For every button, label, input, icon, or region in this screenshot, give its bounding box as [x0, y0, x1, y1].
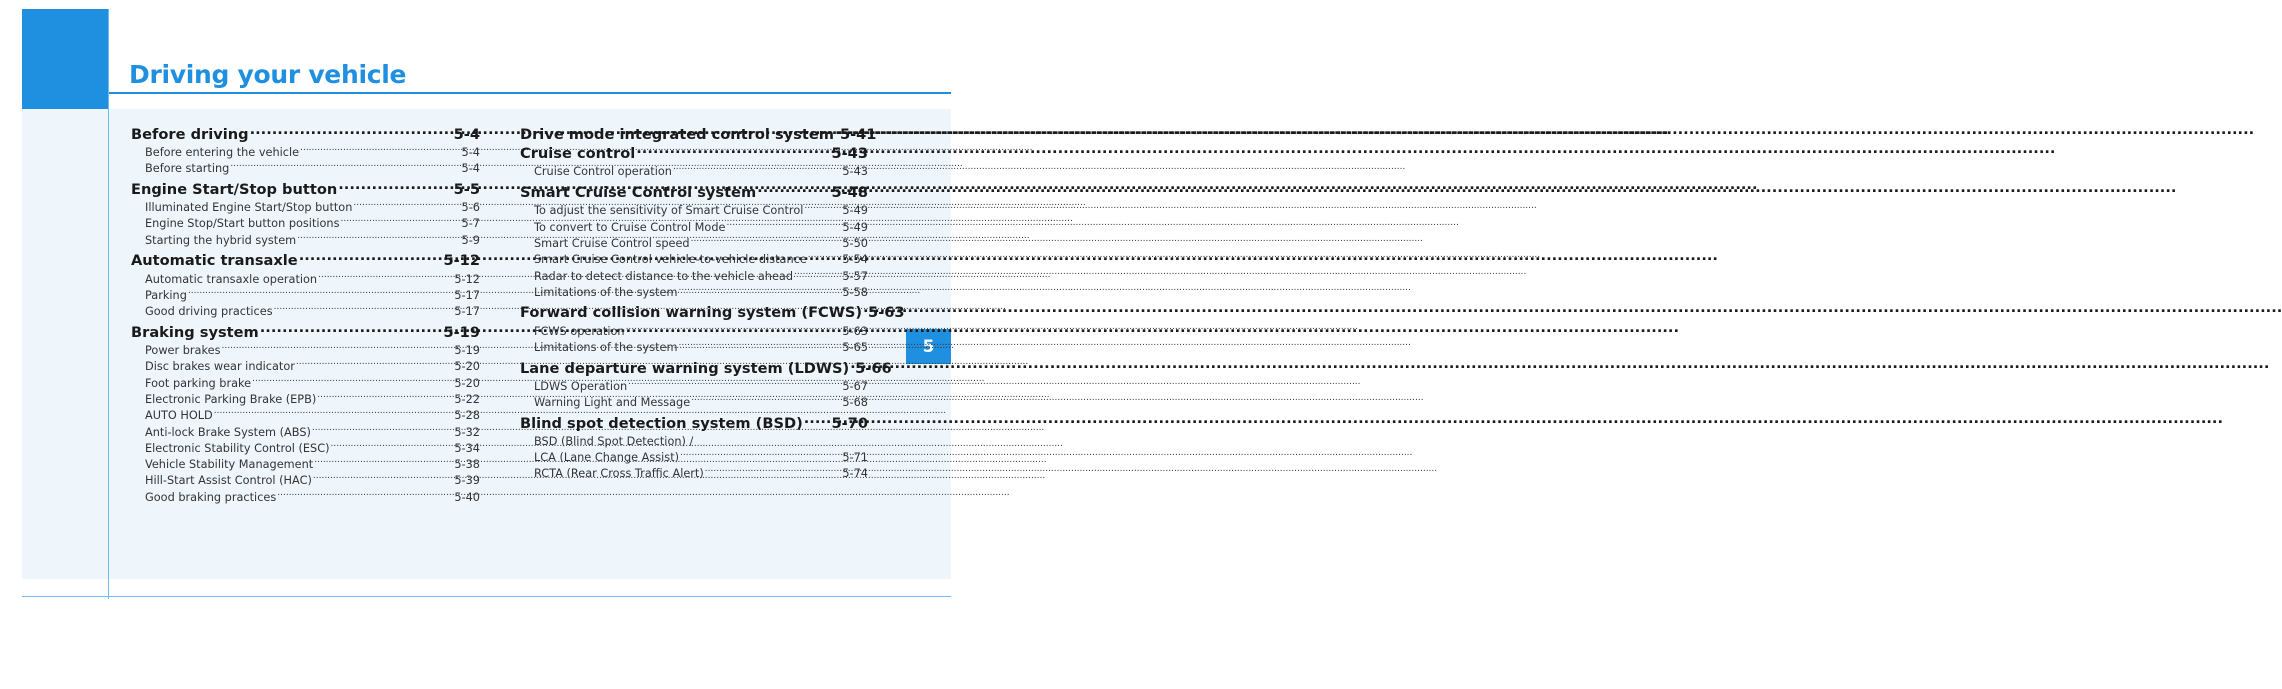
toc-leader-dots: [313, 473, 453, 484]
toc-label: Smart Cruise Control system: [520, 184, 757, 202]
toc-label: Cruise Control operation: [534, 165, 672, 179]
toc-subentry[interactable]: [520, 285, 868, 301]
toc-page-number: 5-9: [461, 233, 480, 247]
toc-label: Electronic Stability Control (ESC): [145, 441, 330, 455]
toc-leader-dots: [296, 359, 453, 370]
toc-label: Starting the hybrid system: [145, 233, 297, 247]
page-title: Driving your vehicle: [129, 60, 407, 89]
toc-label: Radar to detect distance to the vehicle ahead: [534, 269, 793, 283]
toc-page-number: 5-58: [842, 285, 868, 299]
toc-label: Engine Start/Stop button: [131, 180, 338, 198]
toc-page-number: 5-49: [842, 204, 868, 218]
toc-label: Illuminated Engine Start/Stop button: [145, 201, 353, 215]
toc-page-number: 5-19: [443, 323, 480, 341]
toc-leader-dots: [691, 236, 842, 247]
toc-label: BSD (Blind Spot Detection) /: [534, 434, 694, 448]
toc-page-number: 5-4: [461, 145, 480, 159]
toc-page-number: 5-41: [839, 125, 877, 143]
toc-page-number: 5-5: [453, 180, 480, 198]
toc-leader-dots: [691, 395, 841, 406]
toc-label: Before starting: [145, 162, 230, 176]
toc-label: Before driving: [131, 125, 249, 143]
toc-label: Disc brakes wear indicator: [145, 360, 295, 374]
toc-page-number: 5-39: [454, 474, 480, 488]
toc-section-entry[interactable]: [520, 413, 868, 433]
toc-page-number: 5-71: [842, 451, 868, 465]
toc-label: Warning Light and Message: [534, 396, 691, 410]
toc-page-number: 5-32: [454, 425, 480, 439]
toc-label: Automatic transaxle: [131, 252, 298, 270]
header-rule: [109, 92, 951, 94]
left-margin-rule: [108, 9, 109, 599]
toc-page-number: 5-48: [831, 184, 868, 202]
toc-leader-dots: [850, 358, 854, 373]
toc-leader-dots: [260, 322, 443, 337]
toc-leader-dots: [794, 268, 841, 279]
toc-leader-dots: [808, 252, 842, 263]
toc-leader-dots: [221, 343, 453, 354]
toc-leader-dots: [340, 216, 460, 227]
toc-leader-dots: [331, 441, 454, 452]
toc-label: Cruise control: [520, 145, 636, 163]
chapter-number: 5: [922, 336, 935, 357]
toc-page-number: 5-74: [842, 467, 868, 481]
toc-page-number: 5-54: [842, 253, 868, 267]
toc-label: AUTO HOLD: [145, 409, 213, 423]
toc-label: LDWS Operation: [534, 379, 628, 393]
toc-leader-dots: [626, 323, 842, 334]
toc-label: To convert to Cruise Control Mode: [534, 220, 726, 234]
toc-label: Braking system: [131, 323, 259, 341]
toc-page-number: 5-4: [461, 162, 480, 176]
toc-page-number: 5-38: [454, 458, 480, 472]
toc-label: Electronic Parking Brake (EPB): [145, 392, 317, 406]
toc-leader-dots: [312, 424, 453, 435]
toc-label: To adjust the sensitivity of Smart Cruise Control: [534, 204, 804, 218]
toc-label: Blind spot detection system (BSD): [520, 414, 803, 432]
toc-leader-dots: [252, 375, 453, 386]
toc-leader-dots: [679, 285, 842, 296]
toc-page-number: 5-7: [461, 217, 480, 231]
toc-label: Smart Cruise Control vehicle-to-vehicle distance: [534, 253, 807, 267]
toc-label: RCTA (Rear Cross Traffic Alert): [534, 467, 704, 481]
bottom-rule: [22, 596, 951, 597]
toc-subentry[interactable]: [520, 466, 868, 482]
toc-label: Parking: [145, 288, 187, 302]
toc-leader-dots: [680, 450, 841, 461]
toc-page-number: 5-66: [855, 359, 892, 377]
toc-leader-dots: [250, 124, 453, 139]
toc-leader-dots: [636, 144, 830, 159]
toc-leader-dots: [338, 179, 452, 194]
toc-leader-dots: [673, 164, 841, 175]
toc-label: LCA (Lane Change Assist): [534, 451, 680, 465]
toc-leader-dots: [230, 161, 460, 172]
toc-label: Engine Stop/Start button positions: [145, 217, 340, 231]
toc-label: Forward collision warning system (FCWS): [520, 304, 863, 322]
toc-label: FCWS operation: [534, 324, 625, 338]
toc-label: Smart Cruise Control speed: [534, 236, 690, 250]
toc-page-number: 5-50: [842, 236, 868, 250]
toc-leader-dots: [628, 379, 841, 390]
toc-leader-dots: [318, 271, 453, 282]
toc-label: Limitations of the system: [534, 285, 678, 299]
toc-label: Automatic transaxle operation: [145, 272, 318, 286]
toc-page-number: 5-19: [454, 344, 480, 358]
toc-page-number: 5-65: [842, 341, 868, 355]
toc-leader-dots: [835, 124, 839, 139]
toc-page-number: 5-70: [831, 414, 868, 432]
toc-page-number: 5-6: [461, 201, 480, 215]
toc-page-number: 5-67: [842, 379, 868, 393]
header-color-block: [22, 9, 109, 109]
toc-leader-dots: [863, 303, 867, 318]
toc-leader-dots: [679, 340, 842, 351]
toc-label: Anti-lock Brake System (ABS): [145, 425, 311, 439]
toc-leader-dots: [300, 145, 460, 156]
toc-page-number: 5-12: [443, 252, 480, 270]
toc-label: Power brakes: [145, 344, 221, 358]
toc-label: Good braking practices: [145, 490, 277, 504]
toc-leader-dots: [297, 232, 460, 243]
toc-label: Limitations of the system: [534, 341, 678, 355]
toc-leader-dots: [726, 219, 841, 230]
toc-leader-dots: [757, 182, 830, 197]
toc-leader-dots: [314, 457, 453, 468]
toc-page-number: 5-68: [842, 396, 868, 410]
toc-page-number: 5-17: [454, 288, 480, 302]
toc-page-number: 5-34: [454, 441, 480, 455]
toc-column-right: [520, 124, 905, 482]
toc-page-number: 5-63: [842, 324, 868, 338]
toc-page-number: 5-20: [454, 376, 480, 390]
toc-page-number: 5-49: [842, 220, 868, 234]
toc-leader-dots: [804, 413, 831, 428]
toc-leader-dots: [804, 203, 841, 214]
toc-leader-dots: [705, 466, 842, 477]
toc-page-number: 5-12: [454, 272, 480, 286]
toc-label: Good driving practices: [145, 305, 273, 319]
toc-page-number: 5-43: [842, 165, 868, 179]
toc-page-number: 5-28: [454, 409, 480, 423]
toc-subentry[interactable]: [520, 340, 868, 356]
toc-page-number: 5-4: [453, 125, 480, 143]
toc-label: Before entering the vehicle: [145, 145, 300, 159]
toc-label: Lane departure warning system (LDWS): [520, 359, 850, 377]
toc-leader-dots: [317, 392, 453, 403]
toc-leader-dots: [188, 288, 453, 299]
toc-leader-dots: [299, 251, 443, 266]
toc-leader-dots: [277, 489, 453, 500]
toc-label: Foot parking brake: [145, 376, 252, 390]
toc-page-number: 5-43: [831, 145, 868, 163]
toc-label: Vehicle Stability Management: [145, 458, 314, 472]
toc-leader-dots: [274, 304, 454, 315]
toc-label: Drive mode integrated control system: [520, 125, 834, 143]
toc-page-number: 5-57: [842, 269, 868, 283]
toc-leader-dots: [214, 408, 454, 419]
toc-page-number: 5-22: [454, 392, 480, 406]
toc-label: Hill-Start Assist Control (HAC): [145, 474, 312, 488]
toc-page-number: 5-17: [454, 305, 480, 319]
toc-page-number: 5-40: [454, 490, 480, 504]
toc-subentry[interactable]: [131, 489, 480, 505]
toc-column-left: [131, 124, 480, 506]
toc-page-number: 5-63: [868, 304, 905, 322]
toc-leader-dots: [353, 200, 460, 211]
toc-page-number: 5-20: [454, 360, 480, 374]
